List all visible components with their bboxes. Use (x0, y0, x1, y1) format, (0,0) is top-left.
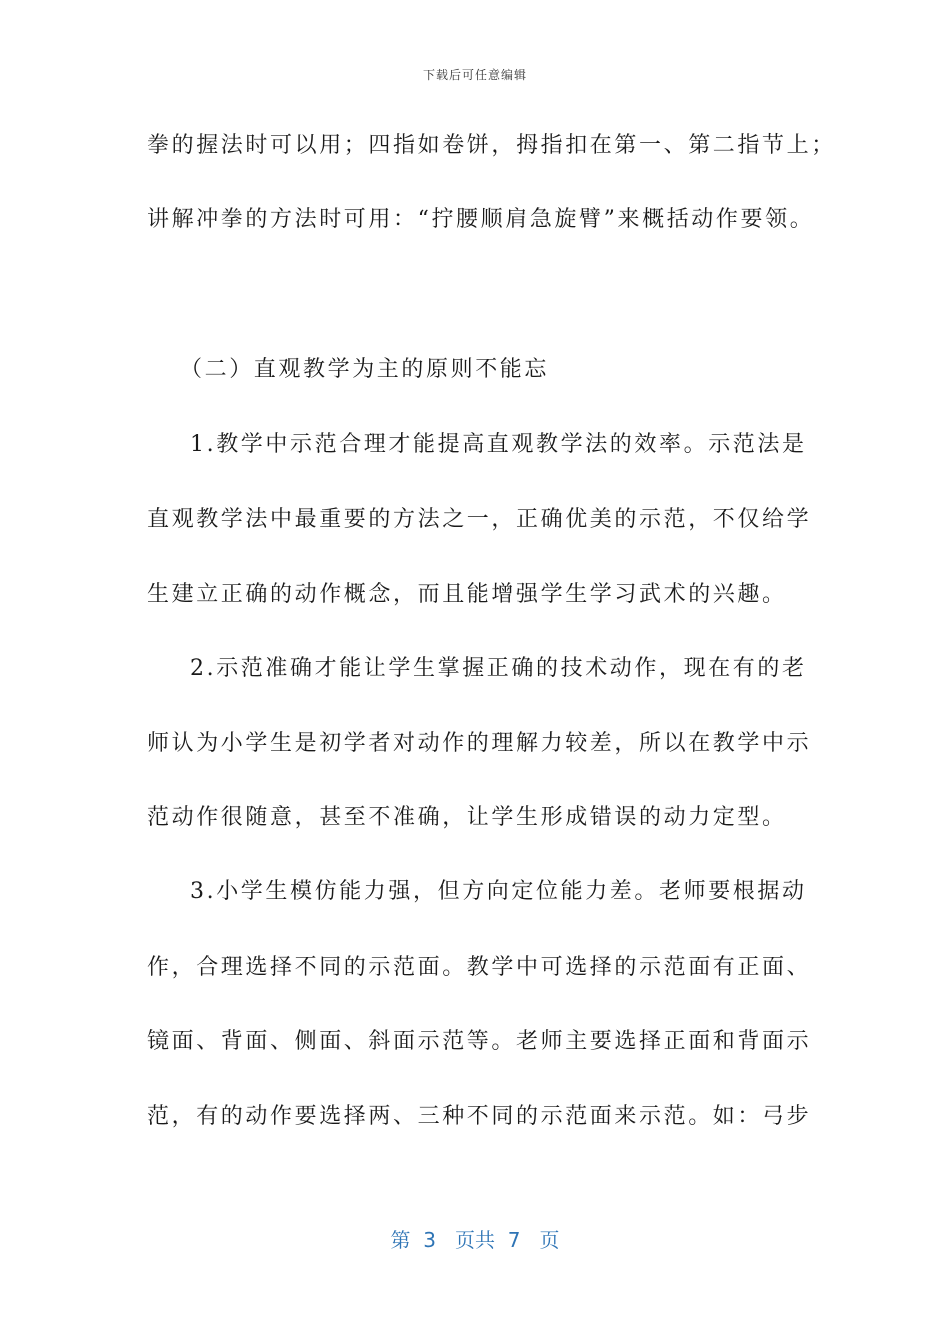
body-line: 3.小学生模仿能力强，但方向定位能力差。老师要根据动 (190, 879, 807, 904)
page-header-note: 下载后可任意编辑 (422, 68, 527, 82)
body-line: 范动作很随意，甚至不准确，让学生形成错误的动力定型。 (147, 805, 787, 830)
body-line: 生建立正确的动作概念，而且能增强学生学习武术的兴趣。 (147, 582, 787, 607)
body-line: 2.示范准确才能让学生掌握正确的技术动作，现在有的老 (190, 656, 807, 681)
footer-suffix: 页 (539, 1228, 560, 1252)
footer-total-pages: 7 (507, 1228, 521, 1252)
body-line: 范，有的动作要选择两、三种不同的示范面来示范。如：弓步 (147, 1104, 812, 1129)
page-footer (0, 1224, 950, 1253)
body-line: 师认为小学生是初学者对动作的理解力较差，所以在教学中示 (147, 731, 812, 756)
body-line: 直观教学法中最重要的方法之一，正确优美的示范，不仅给学 (147, 507, 812, 532)
body-line: 镜面、背面、侧面、斜面示范等。老师主要选择正面和背面示 (147, 1029, 812, 1054)
body-line: 讲解冲拳的方法时可用：“拧腰顺肩急旋臂”来概括动作要领。 (147, 207, 815, 232)
body-line: 拳的握法时可以用；四指如卷饼，拇指扣在第一、第二指节上； (147, 133, 836, 158)
body-line: 作，合理选择不同的示范面。教学中可选择的示范面有正面、 (147, 955, 812, 980)
body-line: 1.教学中示范合理才能提高直观教学法的效率。示范法是 (190, 432, 807, 457)
footer-prefix: 第 (390, 1228, 411, 1252)
footer-middle: 页共 (455, 1228, 495, 1252)
footer-current-page: 3 (423, 1228, 436, 1252)
section-heading: （二）直观教学为主的原则不能忘 (180, 357, 550, 382)
